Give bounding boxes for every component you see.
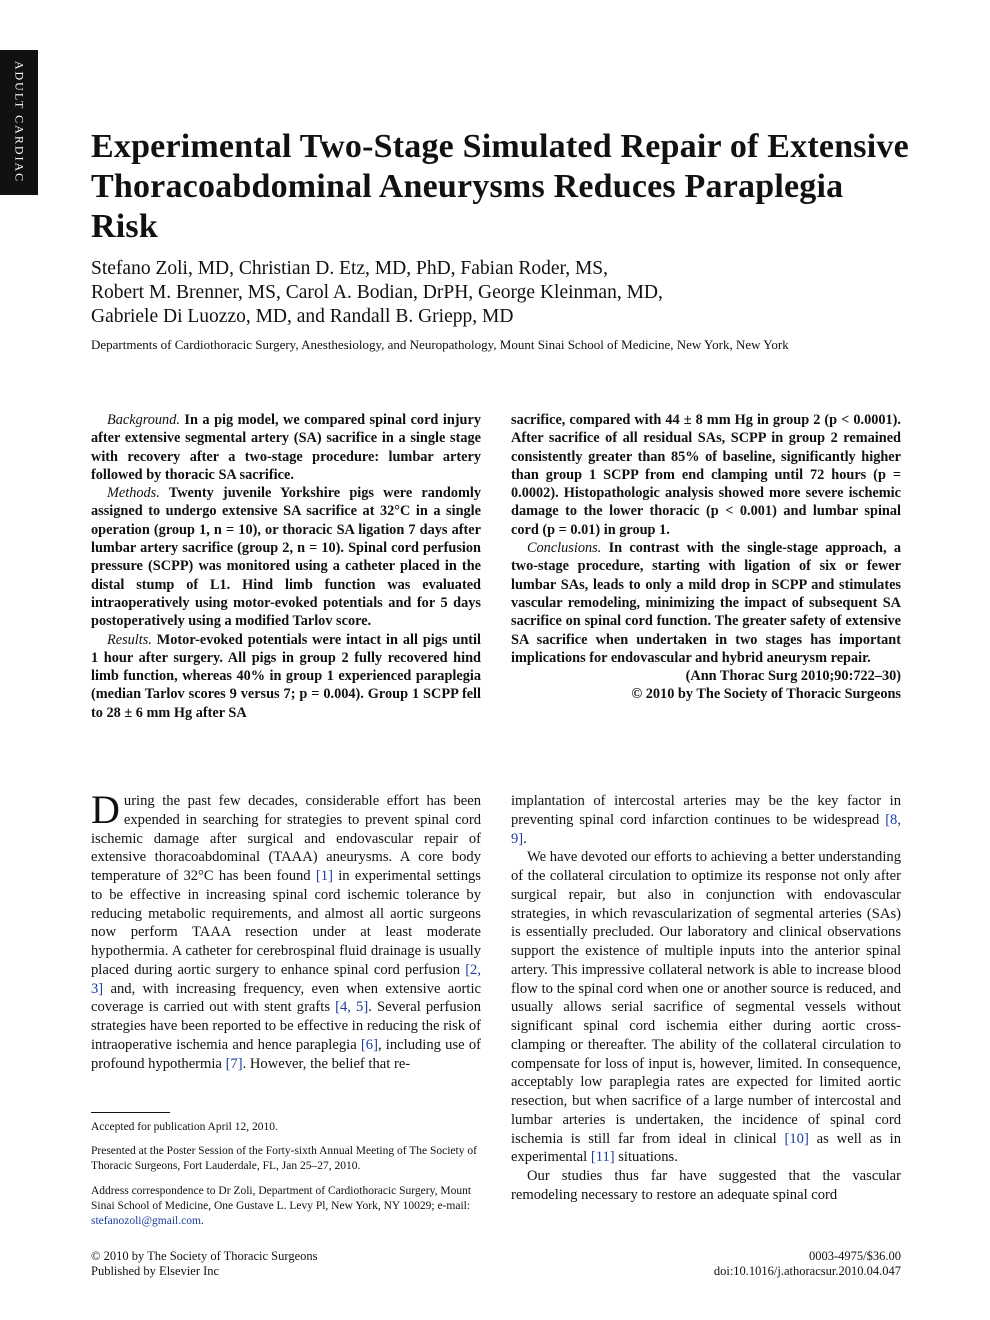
abstract-results: Results. Motor-evoked potentials were intact in all pigs until 1 hour after surgery. All pigs in group 2 fully recovered hind limb function, whereas 40% in group 1 experienced paraplegia (median Tarlov scores 9 versus 7; p = 0.004). Group 1 SCPP fell to 28 ± 6 mm Hg after SA bbox=[91, 631, 481, 721]
methods-label: Methods. bbox=[107, 485, 160, 502]
conclusions-label: Conclusions. bbox=[527, 540, 602, 557]
section-tab bbox=[0, 50, 38, 195]
author-list bbox=[91, 257, 911, 329]
footer-left bbox=[91, 1249, 317, 1279]
reference-link[interactable]: [1] bbox=[315, 868, 333, 884]
footer-right bbox=[714, 1249, 901, 1279]
abstract-conclusions: Conclusions. In contrast with the single-stage approach, a two-stage procedure, starting with ligation of six or fewer lumbar SAs, leads to only a mild drop in SCPP and stimulates vascular remodeling, minimizing the impact of subsequent SA sacrifice on spinal cord function. The greater safety of extensive SA sacrifice when undertaken in two stages has important implications for endovascular and hybrid aneurysm repair. bbox=[511, 540, 901, 666]
abstract-copyright: © 2010 by The Society of Thoracic Surgeons bbox=[631, 686, 901, 703]
body-paragraph: Our studies thus far have suggested that the vascular remodeling necessary to restore an adequate spinal cord bbox=[511, 1168, 901, 1203]
footnote-accepted: Accepted for publication April 12, 2010. bbox=[91, 1121, 278, 1133]
reference-link[interactable]: [10] bbox=[784, 1130, 809, 1147]
footer-copyright: © 2010 by The Society of Thoracic Surgeons bbox=[91, 1249, 318, 1263]
footnotes bbox=[91, 1120, 481, 1238]
author-line: Robert M. Brenner, MS, Carol A. Bodian, DrPH, George Kleinman, MD, bbox=[91, 282, 663, 303]
affiliation: Departments of Cardiothoracic Surgery, Anesthesiology, and Neuropathology, Mount Sinai School of Medicine, New York, New York bbox=[91, 337, 789, 352]
footnote-presented: Presented at the Poster Session of the Forty-sixth Annual Meeting of The Society of Thoracic Surgeons, Fort Lauderdale, FL, Jan 25–27, 2010. bbox=[91, 1145, 477, 1173]
email-link[interactable]: stefanozoli@gmail.com bbox=[91, 1215, 201, 1228]
reference-link[interactable]: [7] bbox=[225, 1055, 243, 1072]
reference-link[interactable]: [8, 9] bbox=[511, 811, 901, 847]
body-left-column bbox=[91, 787, 481, 1073]
body-paragraph: implantation of intercostal arteries may be the key factor in preventing spinal cord infarction continues to be widespread [8, 9]. bbox=[511, 793, 901, 847]
background-label: Background. bbox=[107, 412, 180, 428]
abstract-methods: Methods. Twenty juvenile Yorkshire pigs were randomly assigned to undergo extensive SA sacrifice at 32°C in a single operation (group 1, n = 10), or thoracic SA ligation 7 days after lumbar artery sacrifice (group 2, n = 10). Spinal cord perfusion pressure (SCPP) was monitored using a catheter placed in the distal stump of L1. Hind limb function was evaluated intraoperatively using motor-evoked potentials and for 5 days postoperatively using a modified Tarlov score. bbox=[91, 485, 481, 630]
section-tab-label: ADULT CARDIAC bbox=[12, 60, 27, 184]
abstract-background: Background. In a pig model, we compared spinal cord injury after extensive segmental artery (SA) sacrifice in a single stage with recovery after a two-stage procedure: lumbar artery followed by thoracic SA sacrifice. bbox=[91, 412, 481, 483]
results-label: Results. bbox=[107, 631, 152, 648]
body-right-column bbox=[511, 792, 901, 1205]
footnote-divider bbox=[91, 1112, 170, 1113]
reference-link[interactable]: [11] bbox=[590, 1149, 615, 1166]
footer-publisher: Published by Elsevier Inc bbox=[91, 1264, 220, 1278]
intro-paragraph: During the past few decades, considerable effort has been expended in searching for strategies to prevent spinal cord ischemic damage after surgical and endovascular repair of extensive thoracoabdominal (TAAA) aneurysms. A core body temperature of 32°C has been found [1] in experimental settings to be effective in increasing spinal cord ischemic tolerance by reducing metabolic requirements, and almost all aortic surgeons now perform TAAA resection under at least moderate hypothermia. A catheter for cerebrospinal fluid drainage is usually placed during aortic surgery to enhance spinal cord perfusion [2, 3] and, with increasing frequency, even when extensive aortic coverage is carried out with stent grafts [4, 5]. Several perfusion strategies have been reported to be effective in reducing the risk of intraoperative ischemia and hence paraplegia [6], including use of profound hypothermia [7]. However, the belief that re- bbox=[91, 787, 481, 1072]
journal-citation: (Ann Thorac Surg 2010;90:722–30) bbox=[685, 668, 901, 685]
drop-cap: D bbox=[91, 787, 120, 832]
footer-doi: doi:10.1016/j.athoracsur.2010.04.047 bbox=[713, 1264, 901, 1278]
reference-link[interactable]: [4, 5] bbox=[335, 999, 369, 1016]
abstract-right-column bbox=[511, 411, 901, 704]
abstract-left-column bbox=[91, 411, 481, 722]
footer-issn: 0003-4975/$36.00 bbox=[808, 1249, 901, 1263]
author-line: Gabriele Di Luozzo, MD, and Randall B. Griepp, MD bbox=[91, 306, 514, 327]
body-paragraph: We have devoted our efforts to achieving a better understanding of the collateral circulation to optimize its response not only after surgical repair, but also in conjunction with endovascular strategies, in which revascularization of segmental arteries (SAs) is essentially precluded. Our laboratory and clinical observations support the existence of multiple inputs into the anterior spinal artery. This impressive collateral network is able to increase blood flow to the spinal cord when one or another source is reduced, and usually allows serial sacrifice of segmental vessels without significant spinal cord ischemia either during aortic cross-clamping or thereafter. The ability of the collateral circulation to compensate for loss of input is, however, limited. In consequence, acceptably low paraplegia rates are expected for limited aortic resection, but when sacrifice of a large number of intercostal and lumbar arteries is undertaken, the incidence of spinal cord ischemia is still far from ideal in clinical [10] as well as in experimental [11] situations. bbox=[511, 849, 901, 1166]
abstract-results-continued: sacrifice, compared with 44 ± 8 mm Hg in group 2 (p < 0.0001). After sacrifice of all residual SAs, SCPP in group 2 remained consistently greater than 85% of baseline, significantly higher than group 1 SCPP from end clamping until 72 hours (p = 0.0002). Histopathologic analysis showed more severe ischemic damage to the lower thoracic (p < 0.001) and lumbar spinal cord (p = 0.01) in group 1. bbox=[511, 412, 901, 538]
footnote-address: Address correspondence to Dr Zoli, Department of Cardiothoracic Surgery, Mount Sinai School of Medicine, One Gustave L. Levy Pl, New York, NY 10029; e-mail: stefanozoli@gmail.com. bbox=[91, 1184, 472, 1228]
article-title: Experimental Two-Stage Simulated Repair of Extensive Thoracoabdominal Aneurysms Reduces Paraplegia Risk bbox=[91, 128, 909, 245]
reference-link[interactable]: [2, 3] bbox=[91, 961, 481, 997]
author-line: Stefano Zoli, MD, Christian D. Etz, MD, PhD, Fabian Roder, MS, bbox=[91, 258, 609, 279]
reference-link[interactable]: [6] bbox=[360, 1036, 378, 1053]
